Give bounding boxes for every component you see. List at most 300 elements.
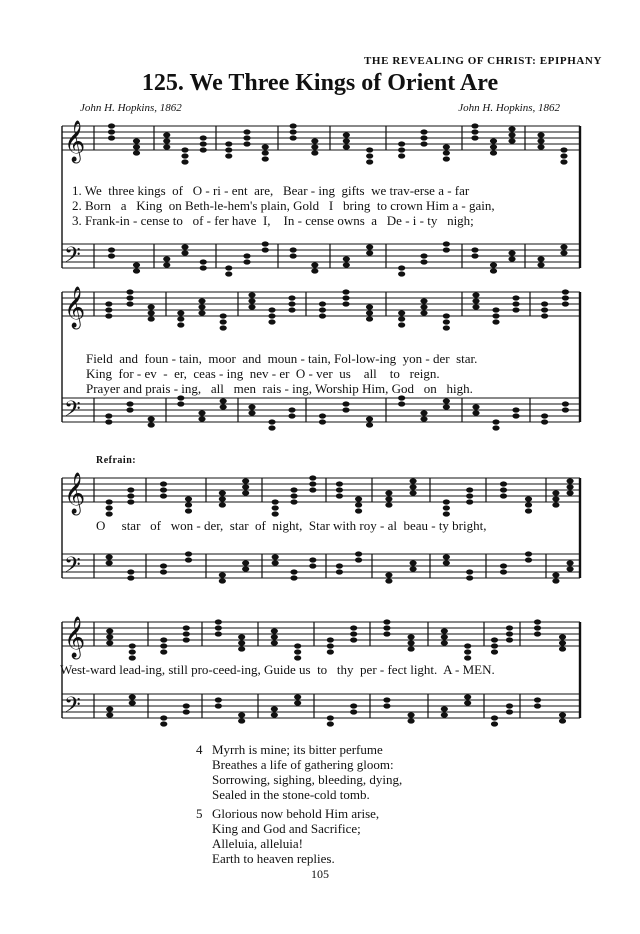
note-head <box>160 569 167 574</box>
note-head <box>108 135 115 140</box>
note-head <box>398 310 405 315</box>
note-head <box>552 572 559 577</box>
note-head <box>290 493 297 498</box>
note-head <box>466 487 473 492</box>
note-head <box>242 566 249 571</box>
note-head <box>105 419 112 424</box>
note-head <box>290 253 297 258</box>
note-head <box>181 244 188 249</box>
note-head <box>420 259 427 264</box>
section-header: THE REVEALING OF CHRIST: EPIPHANY <box>364 55 602 67</box>
note-head <box>443 554 450 559</box>
note-head <box>443 313 450 318</box>
verse-5-line: King and God and Sacrifice; <box>212 821 361 836</box>
verse-4 <box>196 742 402 802</box>
note-head <box>106 712 113 717</box>
note-head <box>562 295 569 300</box>
note-head <box>398 322 405 327</box>
note-head <box>225 153 232 158</box>
note-head <box>129 643 136 648</box>
note-head <box>181 147 188 152</box>
note-head <box>534 631 541 636</box>
note-head <box>200 135 207 140</box>
note-head <box>512 413 519 418</box>
note-head <box>108 129 115 134</box>
note-head <box>290 247 297 252</box>
note-head <box>163 132 170 137</box>
note-head <box>385 572 392 577</box>
note-head <box>311 268 318 273</box>
note-head <box>512 407 519 412</box>
note-head <box>288 413 295 418</box>
note-head <box>559 640 566 645</box>
note-head <box>525 551 532 556</box>
note-head <box>490 150 497 155</box>
note-head <box>441 628 448 633</box>
note-head <box>108 253 115 258</box>
note-head <box>327 643 334 648</box>
note-head <box>160 481 167 486</box>
note-head <box>105 301 112 306</box>
note-head <box>464 643 471 648</box>
note-head <box>272 560 279 565</box>
note-head <box>420 141 427 146</box>
note-head <box>220 319 227 324</box>
note-head <box>106 560 113 565</box>
note-head <box>129 694 136 699</box>
verse-5-line: Glorious now behold Him arise, <box>212 806 380 821</box>
note-head <box>559 634 566 639</box>
note-head <box>560 147 567 152</box>
note-head <box>366 159 373 164</box>
note-head <box>127 487 134 492</box>
system1-lyric-1: 1. We three kings of O - ri - ent are, Bear - ing gifts we trav-erse a - far <box>72 183 470 198</box>
note-head <box>262 144 269 149</box>
note-head <box>355 557 362 562</box>
words-credit: John H. Hopkins, 1862 <box>80 102 182 114</box>
note-head <box>398 401 405 406</box>
note-head <box>443 560 450 565</box>
note-head <box>248 298 255 303</box>
note-head <box>198 304 205 309</box>
note-head <box>198 298 205 303</box>
note-head <box>105 313 112 318</box>
note-head <box>219 490 226 495</box>
note-head <box>490 268 497 273</box>
note-head <box>133 262 140 267</box>
note-head <box>106 511 113 516</box>
system2-lyric-2: King for - ev - er, ceas - ing nev - er O - ver us all to reign. <box>86 366 440 381</box>
note-head <box>148 316 155 321</box>
note-head <box>500 569 507 574</box>
note-head <box>336 481 343 486</box>
treble-clef-icon: 𝄞 <box>64 287 86 328</box>
note-head <box>566 560 573 565</box>
music-credit: John H. Hopkins, 1862 <box>458 102 560 114</box>
note-head <box>443 144 450 149</box>
note-head <box>464 700 471 705</box>
treble-clef-icon: 𝄞 <box>64 121 86 162</box>
note-head <box>200 265 207 270</box>
note-head <box>319 413 326 418</box>
note-head <box>242 484 249 489</box>
note-head <box>183 625 190 630</box>
note-head <box>552 578 559 583</box>
note-head <box>148 304 155 309</box>
note-head <box>552 490 559 495</box>
verse-5-line: Alleluia, alleluia! <box>212 836 303 851</box>
note-head <box>319 313 326 318</box>
note-head <box>288 407 295 412</box>
note-head <box>272 511 279 516</box>
hymn-number: 125. <box>141 70 184 96</box>
note-head <box>407 634 414 639</box>
note-head <box>327 637 334 642</box>
note-head <box>238 712 245 717</box>
note-head <box>443 398 450 403</box>
note-head <box>163 138 170 143</box>
system3-lyric: O star of won - der, star of night, Star with roy - al beau - ty bright, <box>96 518 487 533</box>
note-head <box>466 575 473 580</box>
note-head <box>383 625 390 630</box>
note-head <box>562 407 569 412</box>
note-head <box>508 250 515 255</box>
note-head <box>271 628 278 633</box>
note-head <box>566 484 573 489</box>
note-head <box>262 156 269 161</box>
note-head <box>126 295 133 300</box>
note-head <box>420 135 427 140</box>
note-head <box>268 313 275 318</box>
note-head <box>512 307 519 312</box>
note-head <box>198 410 205 415</box>
note-head <box>215 619 222 624</box>
note-head <box>560 244 567 249</box>
note-head <box>443 404 450 409</box>
note-head <box>309 475 316 480</box>
note-head <box>491 721 498 726</box>
system1-lyric-2: 2. Born a King on Beth-le-hem's plain, Gold I bring to crown Him a - gain, <box>72 198 495 213</box>
note-head <box>500 481 507 486</box>
note-head <box>160 649 167 654</box>
note-head <box>541 419 548 424</box>
note-head <box>215 703 222 708</box>
note-head <box>290 487 297 492</box>
note-head <box>537 138 544 143</box>
note-head <box>366 244 373 249</box>
system1-lyric-3: 3. Frank-in - cense to of - fer have I, In - cense owns a De - i - ty nigh; <box>72 213 474 228</box>
note-head <box>185 508 192 513</box>
note-head <box>355 502 362 507</box>
note-head <box>105 307 112 312</box>
note-head <box>350 709 357 714</box>
note-head <box>127 575 134 580</box>
note-head <box>490 144 497 149</box>
note-head <box>215 631 222 636</box>
note-head <box>560 250 567 255</box>
note-head <box>383 697 390 702</box>
note-head <box>366 310 373 315</box>
note-head <box>471 129 478 134</box>
note-head <box>271 712 278 717</box>
note-head <box>398 141 405 146</box>
note-head <box>506 637 513 642</box>
note-head <box>398 147 405 152</box>
note-head <box>566 478 573 483</box>
note-head <box>220 404 227 409</box>
note-head <box>106 505 113 510</box>
note-head <box>294 643 301 648</box>
note-head <box>290 569 297 574</box>
note-head <box>200 147 207 152</box>
note-head <box>366 250 373 255</box>
note-head <box>309 563 316 568</box>
note-head <box>160 721 167 726</box>
note-head <box>491 715 498 720</box>
note-head <box>500 493 507 498</box>
note-head <box>441 712 448 717</box>
note-head <box>466 569 473 574</box>
note-head <box>126 301 133 306</box>
note-head <box>271 634 278 639</box>
note-head <box>383 703 390 708</box>
note-head <box>420 129 427 134</box>
note-head <box>225 147 232 152</box>
note-head <box>290 575 297 580</box>
note-head <box>525 557 532 562</box>
note-head <box>508 256 515 261</box>
note-head <box>443 325 450 330</box>
note-head <box>248 410 255 415</box>
note-head <box>225 271 232 276</box>
note-head <box>271 640 278 645</box>
note-head <box>126 289 133 294</box>
note-head <box>559 718 566 723</box>
note-head <box>198 416 205 421</box>
note-head <box>537 132 544 137</box>
note-head <box>133 268 140 273</box>
note-head <box>319 419 326 424</box>
note-head <box>385 578 392 583</box>
note-head <box>183 637 190 642</box>
note-head <box>268 425 275 430</box>
note-head <box>560 153 567 158</box>
note-head <box>163 262 170 267</box>
note-head <box>177 322 184 327</box>
note-head <box>537 144 544 149</box>
note-head <box>534 703 541 708</box>
note-head <box>262 241 269 246</box>
note-head <box>343 144 350 149</box>
note-head <box>238 646 245 651</box>
note-head <box>106 640 113 645</box>
note-head <box>219 578 226 583</box>
note-head <box>566 490 573 495</box>
verse-5-number: 5 <box>196 806 203 821</box>
note-head <box>342 295 349 300</box>
note-head <box>383 619 390 624</box>
note-head <box>181 153 188 158</box>
note-head <box>160 487 167 492</box>
note-head <box>525 508 532 513</box>
note-head <box>490 262 497 267</box>
note-head <box>552 502 559 507</box>
note-head <box>420 416 427 421</box>
note-head <box>420 310 427 315</box>
note-head <box>290 499 297 504</box>
note-head <box>490 138 497 143</box>
note-head <box>148 422 155 427</box>
note-head <box>181 159 188 164</box>
note-head <box>355 496 362 501</box>
note-head <box>327 715 334 720</box>
hymn-title-text: We Three Kings of Orient Are <box>189 70 499 96</box>
note-head <box>294 694 301 699</box>
note-head <box>342 289 349 294</box>
verse-4-line: Sorrowing, sighing, bleeding, dying, <box>212 772 403 787</box>
note-head <box>160 643 167 648</box>
note-head <box>366 147 373 152</box>
note-head <box>108 123 115 128</box>
note-head <box>105 413 112 418</box>
note-head <box>398 316 405 321</box>
note-head <box>355 508 362 513</box>
note-head <box>185 496 192 501</box>
note-head <box>198 310 205 315</box>
note-head <box>471 123 478 128</box>
note-head <box>534 619 541 624</box>
note-head <box>466 499 473 504</box>
note-head <box>506 709 513 714</box>
note-head <box>336 569 343 574</box>
note-head <box>215 625 222 630</box>
note-head <box>133 144 140 149</box>
note-head <box>106 628 113 633</box>
note-head <box>506 631 513 636</box>
system2-lyric-3: Prayer and prais - ing, all men rais - ing, Worship Him, God on high. <box>86 381 473 396</box>
note-head <box>108 247 115 252</box>
note-head <box>311 138 318 143</box>
note-head <box>336 487 343 492</box>
note-head <box>466 493 473 498</box>
note-head <box>268 319 275 324</box>
note-head <box>350 631 357 636</box>
note-head <box>248 292 255 297</box>
note-head <box>126 401 133 406</box>
note-head <box>288 295 295 300</box>
note-head <box>407 718 414 723</box>
note-head <box>129 655 136 660</box>
note-head <box>319 301 326 306</box>
verse-4-line: Breathes a life of gathering gloom: <box>212 757 394 772</box>
note-head <box>200 259 207 264</box>
note-head <box>185 557 192 562</box>
note-head <box>534 625 541 630</box>
note-head <box>183 631 190 636</box>
note-head <box>443 247 450 252</box>
note-head <box>541 301 548 306</box>
note-head <box>106 706 113 711</box>
note-head <box>471 135 478 140</box>
note-head <box>336 563 343 568</box>
note-head <box>420 410 427 415</box>
note-head <box>238 640 245 645</box>
note-head <box>160 715 167 720</box>
note-head <box>220 398 227 403</box>
system4-lyric: West-ward lead-ing, still pro-ceed-ing, Guide us to thy per - fect light. A - MEN. <box>60 662 495 677</box>
note-head <box>177 316 184 321</box>
note-head <box>219 572 226 577</box>
note-head <box>407 646 414 651</box>
note-head <box>491 649 498 654</box>
note-head <box>342 401 349 406</box>
verse-5-line: Earth to heaven replies. <box>212 851 335 866</box>
note-head <box>309 557 316 562</box>
note-head <box>243 253 250 258</box>
note-head <box>127 493 134 498</box>
note-head <box>220 325 227 330</box>
note-head <box>420 253 427 258</box>
note-head <box>160 563 167 568</box>
note-head <box>366 153 373 158</box>
note-head <box>562 289 569 294</box>
note-head <box>342 407 349 412</box>
treble-clef-icon: 𝄞 <box>64 617 86 658</box>
note-head <box>492 313 499 318</box>
note-head <box>409 560 416 565</box>
note-head <box>385 496 392 501</box>
note-head <box>443 511 450 516</box>
note-head <box>343 256 350 261</box>
note-head <box>288 307 295 312</box>
bass-clef-icon: 𝄢 <box>64 553 81 583</box>
note-head <box>492 425 499 430</box>
note-head <box>343 138 350 143</box>
note-head <box>106 634 113 639</box>
note-head <box>385 502 392 507</box>
verse-5 <box>196 806 379 866</box>
note-head <box>541 413 548 418</box>
note-head <box>562 301 569 306</box>
note-head <box>407 640 414 645</box>
note-head <box>420 298 427 303</box>
treble-clef-icon: 𝄞 <box>64 473 86 514</box>
note-head <box>242 560 249 565</box>
note-head <box>288 301 295 306</box>
note-head <box>541 307 548 312</box>
note-head <box>311 150 318 155</box>
note-head <box>537 262 544 267</box>
note-head <box>242 490 249 495</box>
note-head <box>464 649 471 654</box>
note-head <box>163 256 170 261</box>
note-head <box>160 493 167 498</box>
note-head <box>225 265 232 270</box>
note-head <box>409 566 416 571</box>
note-head <box>183 703 190 708</box>
note-head <box>127 569 134 574</box>
note-head <box>343 262 350 267</box>
note-head <box>342 301 349 306</box>
note-head <box>290 129 297 134</box>
page-number: 105 <box>311 867 329 881</box>
note-head <box>248 304 255 309</box>
note-head <box>366 316 373 321</box>
note-head <box>385 490 392 495</box>
note-head <box>311 262 318 267</box>
bass-clef-icon: 𝄢 <box>64 693 81 723</box>
note-head <box>271 706 278 711</box>
